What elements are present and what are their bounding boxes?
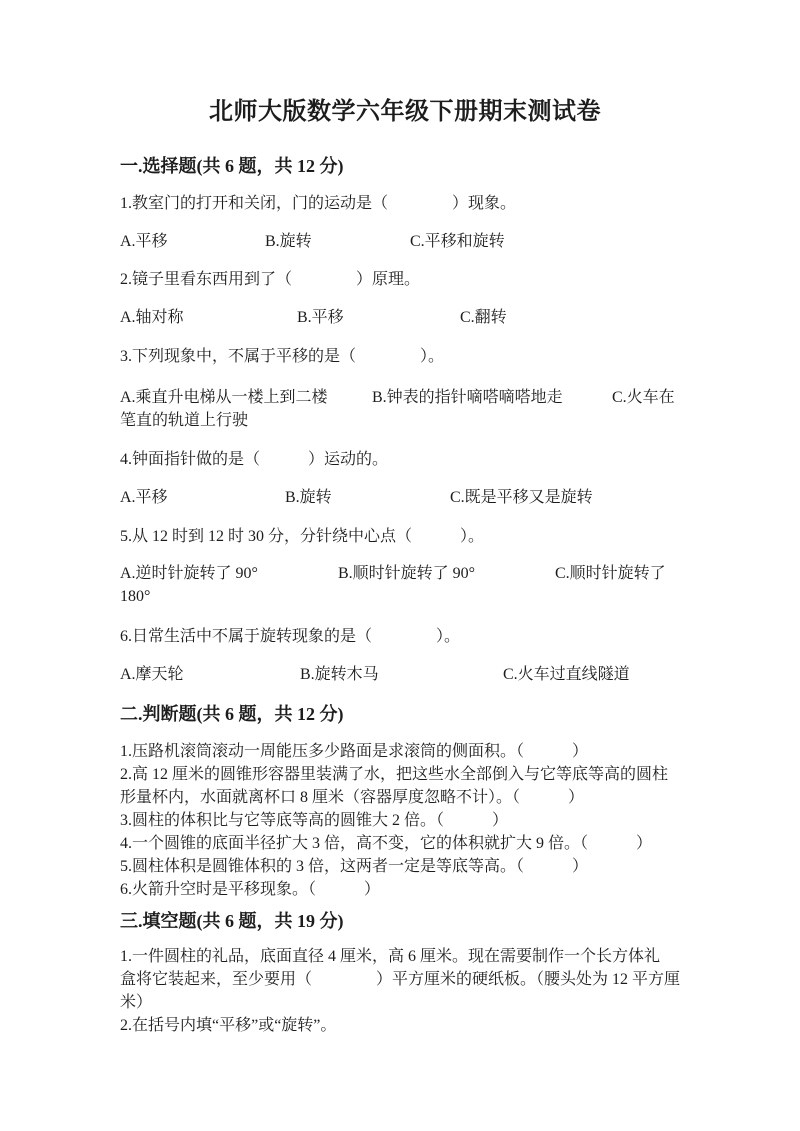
option-c: C.既是平移又是旋转 [450, 489, 593, 506]
option-b: B.平移 [297, 309, 344, 326]
option-c: C.平移和旋转 [410, 233, 505, 250]
option-b: B.旋转木马 [300, 666, 379, 683]
option-b: B.顺时针旋转了 90° [338, 565, 476, 582]
question-5-text: 5.从 12 时到 12 时 30 分，分针绕中心点（ ）。 [120, 528, 485, 545]
section-heading-fill: 三.填空题(共 6 题，共 19 分) [120, 911, 344, 931]
question-2-options [120, 306, 690, 329]
judge-line-2a: 2.高 12 厘米的圆锥形容器里装满了水，把这些水全部倒入与它等底等高的圆柱 [120, 766, 669, 783]
question-3-text: 3.下列现象中，不属于平移的是（ ）。 [120, 348, 445, 365]
question-4-text: 4.钟面指针做的是（ ）运动的。 [120, 451, 389, 468]
option-a: A.逆时针旋转了 90° [120, 565, 258, 582]
option-b: B.旋转 [265, 233, 312, 250]
question-1-text: 1.教室门的打开和关闭，门的运动是（ ）现象。 [120, 195, 517, 212]
option-a: A.轴对称 [120, 309, 184, 326]
option-c-continuation: 180° [120, 588, 151, 605]
option-b: B.钟表的指针嘀嗒嘀嗒地走 [372, 389, 563, 406]
question-4-options [120, 486, 690, 509]
option-c: C.火车在 [612, 389, 675, 406]
section-heading-judge: 二.判断题(共 6 题，共 12 分) [120, 704, 344, 724]
question-6-options [120, 663, 690, 686]
option-c: C.翻转 [460, 309, 507, 326]
fill-line-1c: 米） [120, 994, 153, 1011]
option-b: B.旋转 [285, 489, 332, 506]
question-2-text: 2.镜子里看东西用到了（ ）原理。 [120, 271, 421, 288]
fill-block [120, 945, 690, 1037]
fill-line-1b: 盒将它装起来，至少要用（ ）平方厘米的硬纸板。（腰头处为 12 平方厘 [120, 971, 681, 988]
section-heading-choice: 一.选择题(共 6 题，共 12 分) [120, 156, 344, 176]
question-5-options [120, 562, 690, 585]
judge-line-4: 4.一个圆锥的底面半径扩大 3 倍，高不变，它的体积就扩大 9 倍。（ ） [120, 835, 653, 852]
page-title: 北师大版数学六年级下册期末测试卷 [209, 99, 601, 125]
option-a: A.摩天轮 [120, 666, 184, 683]
question-6-text: 6.日常生活中不属于旋转现象的是（ ）。 [120, 628, 461, 645]
judge-line-2b: 形量杯内，水面就离杯口 8 厘米（容器厚度忽略不计）。（ ） [120, 789, 585, 806]
question-1-options [120, 230, 690, 253]
judge-line-1: 1.压路机滚筒滚动一周能压多少路面是求滚筒的侧面积。（ ） [120, 743, 589, 760]
option-c: C.火车过直线隧道 [503, 666, 630, 683]
judge-line-5: 5.圆柱体积是圆锥体积的 3 倍，这两者一定是等底等高。（ ） [120, 858, 589, 875]
option-a: A.乘直升电梯从一楼上到二楼 [120, 389, 328, 406]
option-c: C.顺时针旋转了 [555, 565, 666, 582]
option-c-continuation: 笔直的轨道上行驶 [120, 412, 249, 429]
judge-block [120, 740, 690, 901]
option-a: A.平移 [120, 233, 168, 250]
judge-line-3: 3.圆柱的体积比与它等底等高的圆锥大 2 倍。（ ） [120, 812, 509, 829]
question-3-options [120, 386, 690, 409]
fill-line-2: 2.在括号内填“平移”或“旋转”。 [120, 1017, 337, 1034]
judge-line-6: 6.火箭升空时是平移现象。（ ） [120, 881, 381, 898]
option-a: A.平移 [120, 489, 168, 506]
fill-line-1a: 1.一件圆柱的礼品，底面直径 4 厘米，高 6 厘米。现在需要制作一个长方体礼 [120, 948, 661, 965]
